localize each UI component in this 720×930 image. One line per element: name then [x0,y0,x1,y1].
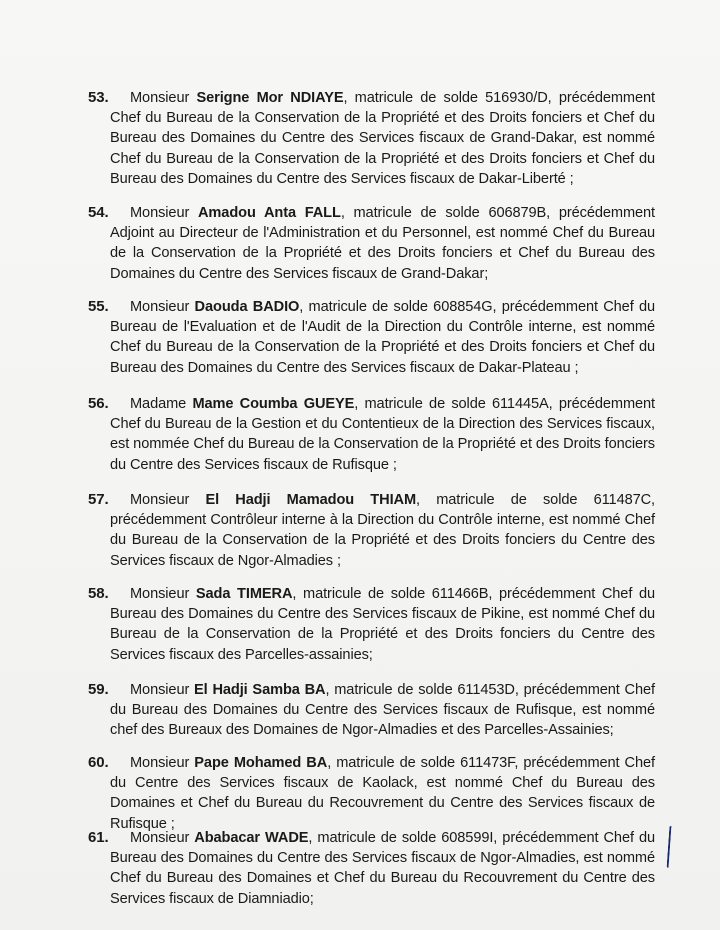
person-name: Amadou Anta FALL [197,205,341,221]
entry-53 [88,88,655,189]
person-name: Sada TIMERA [195,586,293,602]
person-name: El Hadji Samba BA [194,682,326,698]
person-name: El Hadji Mamadou THIAM [205,492,417,508]
entry-number: 58. [88,585,109,602]
entry-text: Monsieur El Hadji Mamadou THIAM, matricule de solde 611487C, précédemment Contrôleur interne à la Direction du Contrôle interne, est nommé Chef du Bureau de la Conservation de la Propriété et des Droits fonciers du Centre des Services fiscaux de Ngor-Almadies ; [110,492,656,569]
entry-text: Monsieur Serigne Mor NDIAYE, matricule de solde 516930/D, précédemment Chef du Bureau de la Conservation de la Propriété et des Droits fonciers et Chef du Bureau des Domaines du Centre des Services fiscaux de Grand-Dakar, est nommé Chef du Bureau de la Conservation de la Propriété et des Droits fonciers et Chef du Bureau des Domaines du Centre des Services fiscaux de Dakar-Liberté ; [110,90,655,187]
entry-number: 61. [88,829,109,846]
person-name: Mame Coumba GUEYE [192,396,355,412]
entry-text: Monsieur Daouda BADIO, matricule de solde 608854G, précédemment Chef du Bureau de l'Evaluation et de l'Audit de la Direction du Contrôle interne, est nommé Chef du Bureau de la Conservation de la Propriété et des Droits fonciers et Chef du Bureau des Domaines du Centre des Services fiscaux de Dakar-Plateau ; [110,299,655,376]
entry-number: 53. [88,89,109,106]
entry-text: Monsieur El Hadji Samba BA, matricule de solde 611453D, précédemment Chef du Bureau des Domaines du Centre des Services fiscaux de Rufisque, est nommé chef des Bureaux des Domaines de Ngor-Almadies et des Parcelles-Assainies; [110,682,655,739]
entry-57 [88,490,656,571]
entry-number: 55. [88,298,109,315]
entry-60 [88,753,655,834]
entry-text: Monsieur Sada TIMERA, matricule de solde 611466B, précédemment Chef du Bureau des Domaines du Centre des Services fiscaux de Pikine, est nommé Chef du Bureau de la Conservation de la Propriété et des Droits fonciers du Centre des Services fiscaux des Parcelles-assainies; [110,586,655,663]
entry-58 [88,584,655,665]
entry-56 [88,394,655,475]
person-name: Daouda BADIO [194,299,300,315]
person-name: Serigne Mor NDIAYE [196,90,344,106]
entry-59 [88,680,655,741]
entry-number: 60. [88,754,109,771]
entry-number: 59. [88,681,109,698]
entry-number: 54. [88,204,109,221]
entry-text: Madame Mame Coumba GUEYE, matricule de solde 611445A, précédemment Chef du Bureau de la Gestion et du Contentieux de la Direction des Services fiscaux, est nommée Chef du Bureau de la Conservation de la Propriété et des Droits fonciers du Centre des Services fiscaux de Rufisque ; [110,396,655,473]
entry-55 [88,297,655,378]
entry-54 [88,203,656,284]
entry-number: 56. [88,395,109,412]
person-name: Pape Mohamed BA [194,755,328,771]
entry-number: 57. [88,491,109,508]
entry-text: Monsieur Amadou Anta FALL, matricule de solde 606879B, précédemment Adjoint au Directeur de l'Administration et du Personnel, est nommé Chef du Bureau de la Conservation de la Propriété et des Droits fonciers et Chef du Bureau des Domaines du Centre des Services fiscaux de Grand-Dakar; [110,205,656,282]
person-name: Ababacar WADE [194,830,309,846]
entry-text: Monsieur Pape Mohamed BA, matricule de solde 611473F, précédemment Chef du Centre des Services fiscaux de Kaolack, est nommé Chef du Bureau des Domaines et Chef du Bureau du Recouvrement du Centre des Services fiscaux de Rufisque ; [110,755,655,832]
entry-61 [88,828,655,909]
pen-margin-mark [667,826,675,868]
entry-text: Monsieur Ababacar WADE, matricule de solde 608599I, précédemment Chef du Bureau des Domaines du Centre des Services fiscaux de Ngor-Almadies, est nommé Chef du Bureau des Domaines et Chef du Bureau du Recouvrement du Centre des Services fiscaux de Diamniadio; [110,830,655,907]
